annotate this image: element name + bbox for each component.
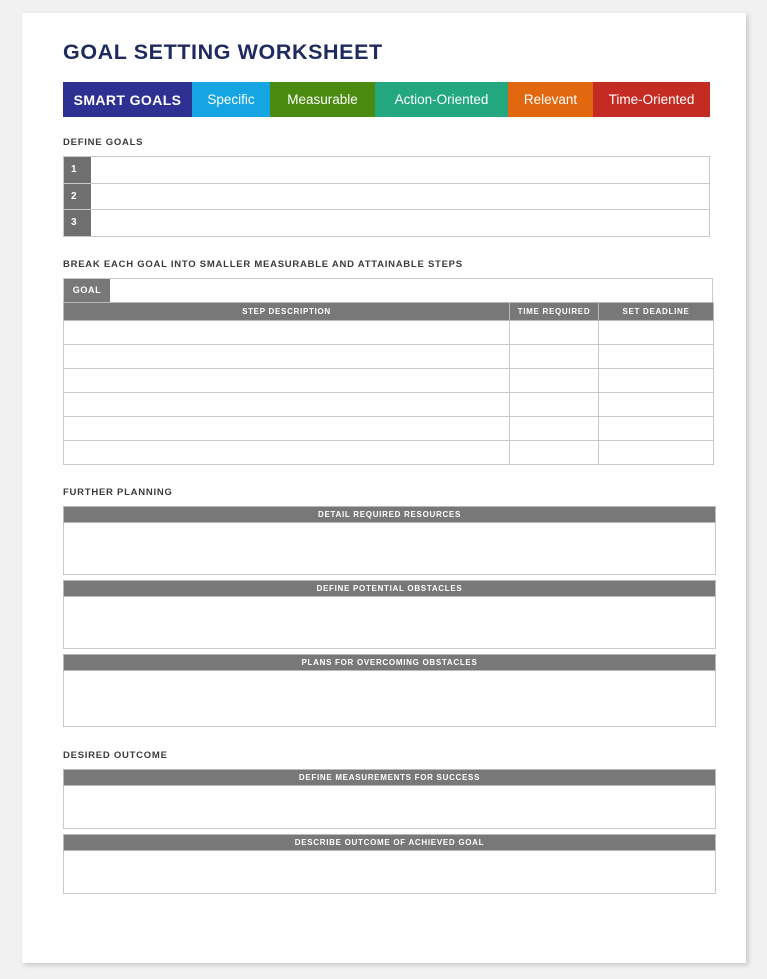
goal-input-3[interactable]: [92, 210, 709, 236]
cell-step-description[interactable]: [64, 368, 510, 392]
cell-time-required[interactable]: [510, 368, 599, 392]
table-row: [64, 368, 714, 392]
desired-outcome-panels: [63, 769, 716, 894]
cell-set-deadline[interactable]: [599, 416, 714, 440]
break-goals-block: [63, 278, 713, 465]
section-label-define-goals: DEFINE GOALS: [63, 137, 144, 148]
page-title: GOAL SETTING WORKSHEET: [63, 40, 383, 64]
goal-number-2: 2: [64, 184, 92, 210]
panel-header-define-measurements-for-success: DEFINE MEASUREMENTS FOR SUCCESS: [63, 769, 716, 786]
column-header-step-description: STEP DESCRIPTION: [64, 302, 510, 320]
worksheet-sheet: [22, 13, 746, 963]
tab-time-oriented[interactable]: [593, 82, 710, 117]
cell-step-description[interactable]: [64, 320, 510, 344]
tab-relevant-label: Relevant: [523, 92, 578, 107]
cell-time-required[interactable]: [510, 344, 599, 368]
further-planning-panels: [63, 506, 716, 727]
tab-relevant[interactable]: [508, 82, 593, 117]
panel-header-detail-required-resources: DETAIL REQUIRED RESOURCES: [63, 506, 716, 523]
steps-table-header-row: [64, 302, 714, 320]
panel-input-define-measurements-for-success[interactable]: [63, 786, 716, 829]
goal-number-1: 1: [64, 157, 92, 183]
panel-input-detail-required-resources[interactable]: [63, 523, 716, 575]
goal-row: [64, 210, 709, 237]
define-goals-table: [63, 156, 710, 237]
tab-measurable-label: Measurable: [287, 92, 358, 107]
table-row: [64, 320, 714, 344]
tab-measurable[interactable]: [270, 82, 375, 117]
goal-entry-input[interactable]: [111, 279, 712, 302]
goal-input-2[interactable]: [92, 184, 709, 210]
goal-entry-row: [63, 278, 713, 302]
panel-header-describe-outcome-of-achieved-goal: DESCRIBE OUTCOME OF ACHIEVED GOAL: [63, 834, 716, 851]
cell-set-deadline[interactable]: [599, 392, 714, 416]
cell-set-deadline[interactable]: [599, 368, 714, 392]
section-label-desired-outcome: DESIRED OUTCOME: [63, 749, 168, 761]
cell-time-required[interactable]: [510, 320, 599, 344]
cell-set-deadline[interactable]: [599, 320, 714, 344]
cell-step-description[interactable]: [64, 392, 510, 416]
steps-table-body: [64, 320, 714, 464]
tab-specific[interactable]: [192, 82, 270, 117]
tab-smart-goals-label: SMART GOALS: [73, 91, 182, 108]
goal-row: [64, 157, 709, 184]
panel-input-describe-outcome-of-achieved-goal[interactable]: [63, 851, 716, 894]
cell-set-deadline[interactable]: [599, 344, 714, 368]
cell-set-deadline[interactable]: [599, 440, 714, 464]
tab-smart-goals[interactable]: [63, 82, 192, 117]
table-row: [64, 392, 714, 416]
tab-specific-label: Specific: [207, 92, 255, 107]
tab-action-oriented-label: Action-Oriented: [394, 92, 489, 107]
panel-header-define-potential-obstacles: DEFINE POTENTIAL OBSTACLES: [63, 580, 716, 597]
panel-header-plans-for-overcoming-obstacles: PLANS FOR OVERCOMING OBSTACLES: [63, 654, 716, 671]
goal-row: [64, 184, 709, 211]
cell-step-description[interactable]: [64, 344, 510, 368]
goal-input-1[interactable]: [92, 157, 709, 183]
smart-tab-bar: [63, 82, 710, 117]
section-label-further-planning: FURTHER PLANNING: [63, 486, 173, 498]
steps-table: [63, 302, 714, 465]
cell-step-description[interactable]: [64, 440, 510, 464]
goal-tag-label: GOAL: [64, 279, 111, 302]
cell-time-required[interactable]: [510, 392, 599, 416]
panel-input-plans-for-overcoming-obstacles[interactable]: [63, 671, 716, 727]
table-row: [64, 416, 714, 440]
cell-step-description[interactable]: [64, 416, 510, 440]
tab-time-oriented-label: Time-Oriented: [608, 92, 695, 107]
panel-input-define-potential-obstacles[interactable]: [63, 597, 716, 649]
column-header-set-deadline: SET DEADLINE: [599, 302, 714, 320]
column-header-time-required: TIME REQUIRED: [510, 302, 599, 320]
tab-action-oriented[interactable]: [375, 82, 508, 117]
table-row: [64, 344, 714, 368]
goal-number-3: 3: [64, 210, 92, 236]
table-row: [64, 440, 714, 464]
cell-time-required[interactable]: [510, 440, 599, 464]
cell-time-required[interactable]: [510, 416, 599, 440]
section-label-break-goals: BREAK EACH GOAL INTO SMALLER MEASURABLE AND ATTAINABLE STEPS: [63, 258, 463, 270]
